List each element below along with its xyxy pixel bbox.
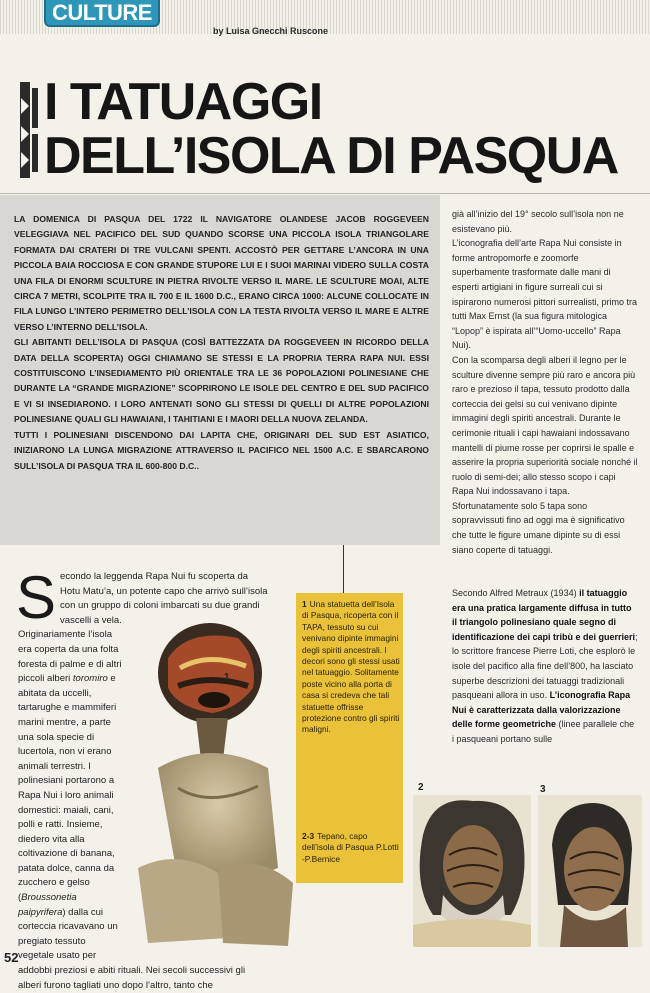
- drop-cap: S: [16, 564, 57, 631]
- figure-number-2: 2: [418, 782, 424, 793]
- text-run: Originariamente l’isola era coperta da una folta foresta di palme e di altri piccoli alberi: [18, 629, 122, 685]
- text-run: Secondo Alfred Metraux (1934): [452, 588, 580, 598]
- caption-number: 1: [302, 599, 307, 609]
- caption-text: Tepano, capo dell’isola di Pasqua P.Lotti -P.Bernice: [302, 831, 399, 864]
- paragraph: [452, 586, 638, 747]
- text-run: (linee parallele che i pasqueani portano sulle: [452, 719, 635, 744]
- title-ornament: [18, 78, 44, 182]
- headline-line-1: I TATUAGGI: [44, 73, 322, 131]
- caption-number: 2-3: [302, 831, 315, 841]
- figure-number-1: 1: [224, 672, 230, 683]
- text-run: ; lo scrittore francese Pierre Loti, che esplorò le isole del pacifico alla fine dell’800, ha lasciato superbe descrizioni dei tatuaggi tradizionali pasqueani allora in uso.: [452, 631, 638, 701]
- right-column-bottom: [452, 586, 638, 747]
- italic-run: toromiro: [72, 673, 108, 685]
- paragraph: L’iconografia dell’arte Rapa Nui consiste in forme antropomorfe e zoomorfe superbamente trasformate dalle mani di esperti artigiani in figure surreali cui si ispirarono numerosi pittori surrealisti, primo tra tutti Max Ernst (la sua figura mitologica “Lopop” è ispirata all’“Uomo-uccello” Rapa Nui).: [452, 238, 638, 351]
- intro-paragraph-1: LA DOMENICA DI PASQUA DEL 1722 IL NAVIGATORE OLANDESE JACOB ROGGEVEEN VELEGGIAVA NEL PACIFICO DEL SUD QUANDO SCORSE UNA PICCOLA ISOLA TRIANGOLARE FORMATA DAI CRATERI DI TRE VULCANI SPENTI. ACCOSTÒ PER GETTARE L’ANCORA IN UNA PICCOLA BAIA ROCCIOSA E CON GRANDE STUPORE LUI E I SUOI MARINAI VIDERO SULLA COSTA UNA FILA DI ENORMI SCULTURE IN PIETRA RIVOLTE VERSO IL MARE. LE SCULTURE MOAI, ALTE CIRCA 7 METRI, SCOLPITE TRA IL 700 E IL 1600 D.C., ERANO CIRCA 1000: ALCUNE COLLOCATE IN FILA LUNGO L’INTERO PERIMETRO DELL’ISOLA CON LA TESTA RIVOLTA VERSO IL MARE E ALTRE VERSO L’INTERNO DELL’ISOLA.: [14, 214, 429, 332]
- page-number: 52: [4, 950, 19, 965]
- figure-number-3: 3: [540, 784, 546, 795]
- portrait-photo-3: [538, 795, 642, 947]
- intro-paragraph-2: GLI ABITANTI DELL’ISOLA DI PASQUA (COSÌ BATTEZZATA DA ROGGEVEEN IN RICORDO DELLA DATA DELLA SCOPERTA) OGGI CHIAMANO SE STESSI E LA PROPRIA TERRA RAPA NUI. ESSI COSTITUISCONO L’INSEDIAMENTO PIÙ ORIENTALE TRA LE 36 POPOLAZIONI POLINESIANE CHE DURANTE LA “GRANDE MIGRAZIONE” SCOPRIRONO LE ISOLE DEL CENTRO E DEL SUD PACIFICO E VI SI INSEDIARONO. I LORO ANTENATI SONO GLI STESSI DI QUELLI DI ALTRE POPOLAZIONI POLINESIANE QUALI GLI HAWAIANI, I TAHITIANI E I MAORI DELLA NUOVA ZELANDA.: [14, 337, 429, 425]
- right-column-top: [452, 207, 638, 557]
- byline: by Luisa Gnecchi Ruscone: [213, 26, 329, 36]
- paragraph: già all’inizio del 19° secolo sull’isola non ne esistevano più.: [452, 209, 624, 234]
- statuette-photo: [118, 618, 298, 953]
- caption-panel: [296, 593, 403, 883]
- intro-paragraph-3: TUTTI I POLINESIANI DISCENDONO DAI LAPITA CHE, ORIGINARI DEL SUD EST ASIATICO, INIZIARONO LA LUNGA MIGRAZIONE ATTRAVERSO IL PACIFICO NEL 1500 A.C. E SBARCARONO SULL’ISOLA DI PASQUA TRA IL 600-800 D.C..: [14, 429, 429, 471]
- italic-run: Broussonetia paipyrifera: [18, 892, 77, 918]
- header-divider: [0, 193, 650, 194]
- caption-leader-line: [343, 545, 344, 593]
- headline-line-2: DELL’ISOLA DI PASQUA: [44, 127, 618, 185]
- bold-run: L’iconografia Rapa Nui è caratterizzata dalla valorizzazione delle forme geometriche: [452, 690, 631, 730]
- text-run: e abitata da uccelli, tartarughe e mammiferi marini mentre, a parte una sola specie di lucertola, non vi erano animali terrestri. I polinesiani portarono a Rapa Nui i loro animali domestici: maiali, cani, polli e ratti. Insieme, diedero vita alla coltivazione di banana, patata dolce, canna da zucchero e gelso (: [18, 673, 117, 904]
- caption-text: Una statuetta dell’Isola di Pasqua, ricoperta con il TAPA, tessuto su cui venivano dipinte immagini degli spiriti ancestrali. I decori sono gli stessi usati nel tatuaggio. Solitamente poste vicino alla porta di casa si credeva che tali statuette offrisse protezione contro gli spiriti maligni.: [302, 599, 400, 735]
- bold-run: il tatuaggio era una pratica largamente diffusa in tutto il triangolo polinesiano quale segno di identificazione dei capi tribù e dei guerrieri: [452, 588, 636, 642]
- caption-2: [302, 831, 400, 865]
- section-tab: CULTURE: [44, 0, 160, 27]
- caption-1: [302, 599, 400, 736]
- paragraph: Con la scomparsa degli alberi il legno per le sculture divenne sempre più raro e ancora più raro e prezioso il tapa, tessuto prodotto dalla corteccia dei gelsi su cui venivano dipinte immagini degli spiriti ancestrali. Durante le cerimonie rituali i capi hawaiani indossavano mantelli di piume rosse per coprirsi le spalle e asserire la propria superiorità sociale nonché il ruolo di semi-dei; allo stesso scopo i capi Rapa Nui indossavano i tapa. Sfortunatamente solo 5 tapa sono sopravvissuti fino ad oggi ma è significativo che tutte le figure umane dipinte su di essi siano coperte di tatuaggi.: [452, 354, 638, 555]
- intro-text: [14, 212, 429, 474]
- text-run: econdo la leggenda Rapa Nui fu scoperta da Hotu Matu’a, un potente capo che arrivò sull’isola con un gruppo di coloni imbarcati su due grandi vascelli a vela.: [60, 571, 268, 626]
- portrait-photo-2: [413, 795, 531, 947]
- text-run: ) dalla cui corteccia ricavavano un pregiato tessuto vegetale usato per addobbi preziosi e abiti rituali. Nei secoli successivi gli alberi furono tagliati uno dopo l’altro, tanto che: [18, 906, 246, 991]
